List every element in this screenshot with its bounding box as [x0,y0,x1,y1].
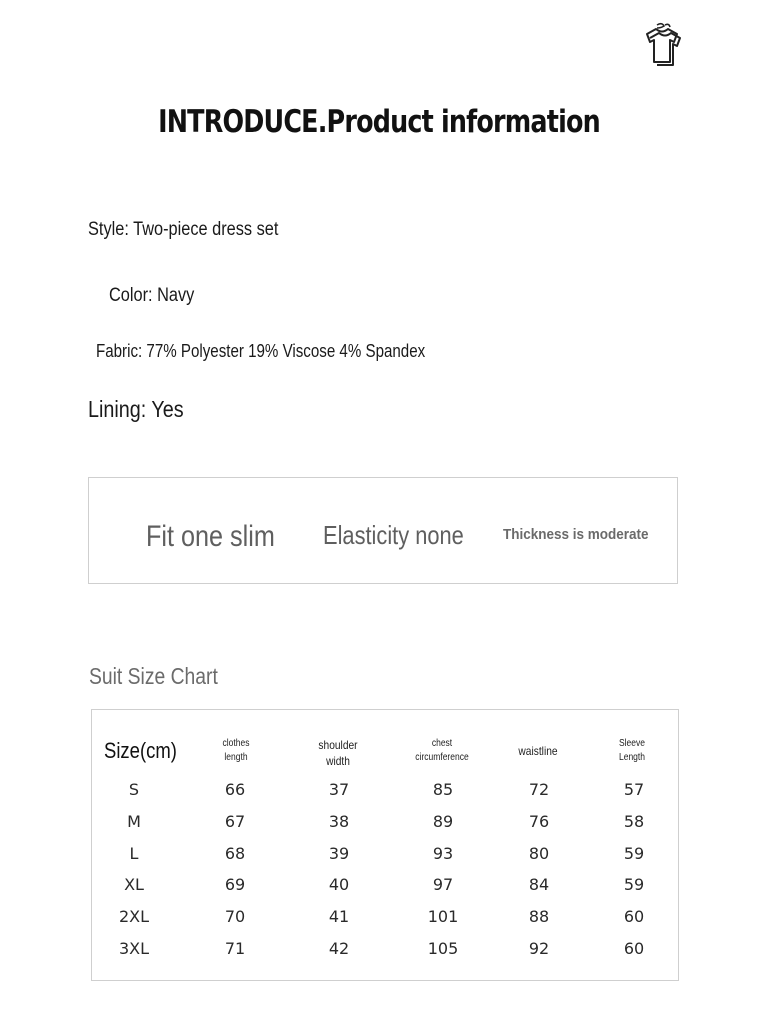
spec-color: Color: Navy [109,285,195,306]
table-cell-sleeve-length: 58 [623,811,645,831]
table-cell-size: 2XL [118,907,150,927]
table-cell-sleeve-length: 59 [623,843,645,863]
table-cell-sleeve-length: 60 [623,939,645,958]
header-shoulder-width-line1: shoulder [318,738,358,752]
table-cell-waistline: 76 [528,811,550,831]
header-chest-line2: circumference [415,752,469,763]
spec-style: Style: Two-piece dress set [88,219,279,240]
shirt-icon [640,22,684,66]
table-cell-clothes-length: 68 [224,843,246,863]
table-cell-chest: 93 [432,843,454,863]
attribute-fit: Fit one slim [146,520,275,553]
table-cell-chest: 85 [432,780,454,799]
header-sleeve-length [605,737,659,765]
header-chest-circumference [408,737,476,765]
table-cell-waistline: 92 [528,939,550,958]
header-size: Size(cm) [104,738,177,763]
attributes-box [88,477,678,584]
table-cell-clothes-length: 69 [224,875,246,895]
table-cell-size: XL [124,875,144,895]
header-shoulder-width [311,737,365,769]
table-cell-shoulder-width: 38 [328,811,350,831]
header-sleeve-line2: Length [618,752,646,763]
header-chest-line1: chest [431,738,453,749]
attribute-thickness: Thickness is moderate [503,526,649,543]
table-cell-waistline: 80 [528,843,550,863]
page-title: INTRODUCE.Product information [158,104,600,140]
table-cell-chest: 89 [432,811,454,831]
spec-lining: Lining: Yes [88,396,184,422]
table-cell-shoulder-width: 39 [328,843,350,863]
table-cell-size: 3XL [118,939,150,958]
table-cell-waistline: 72 [528,780,550,799]
header-waistline: waistline [518,744,558,758]
table-cell-size: M [127,811,141,831]
table-cell-shoulder-width: 41 [328,907,350,927]
table-cell-shoulder-width: 37 [328,780,350,799]
size-chart-title: Suit Size Chart [89,663,218,689]
header-sleeve-line1: Sleeve [618,738,645,749]
table-cell-shoulder-width: 42 [328,939,350,958]
attribute-elasticity: Elasticity none [323,520,464,550]
table-cell-sleeve-length: 59 [623,875,645,895]
table-cell-size: L [129,843,139,863]
table-cell-sleeve-length: 57 [623,780,645,799]
table-cell-clothes-length: 67 [224,811,246,831]
spec-fabric: Fabric: 77% Polyester 19% Viscose 4% Spandex [96,341,426,361]
table-cell-chest: 101 [427,907,459,927]
header-clothes-length-line1: clothes [222,738,250,749]
table-cell-waistline: 88 [528,907,550,927]
table-cell-chest: 97 [432,875,454,895]
header-shoulder-width-line2: width [326,754,350,768]
table-cell-chest: 105 [427,939,459,958]
header-clothes-length [209,737,263,765]
table-cell-waistline: 84 [528,875,550,895]
header-clothes-length-line2: length [224,752,248,763]
table-cell-sleeve-length: 60 [623,907,645,927]
table-cell-clothes-length: 71 [224,939,246,958]
table-cell-clothes-length: 66 [224,780,246,799]
table-cell-shoulder-width: 40 [328,875,350,895]
size-chart-table [91,709,679,981]
table-cell-clothes-length: 70 [224,907,246,927]
table-cell-size: S [128,780,140,799]
